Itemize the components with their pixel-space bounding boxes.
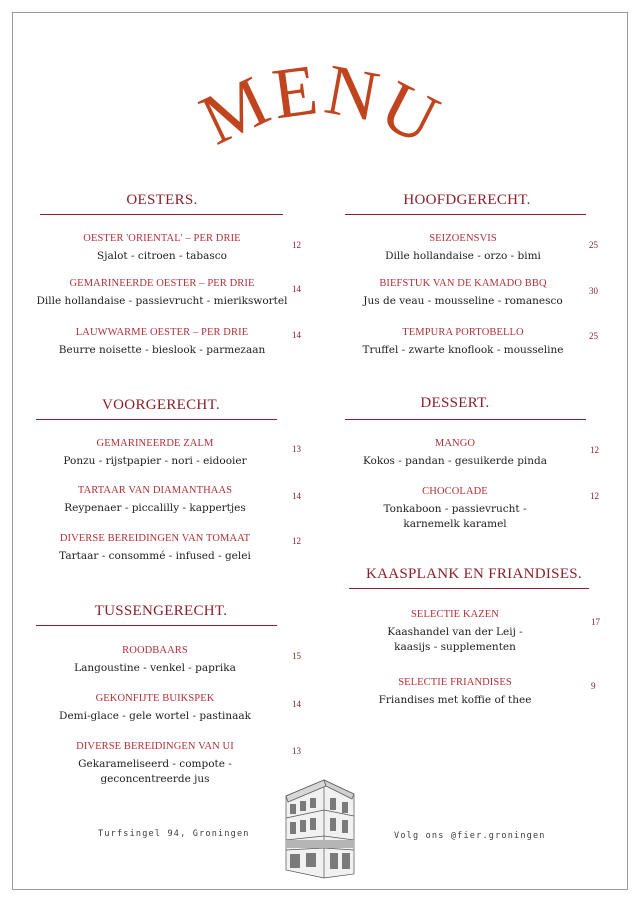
item-description: Tartaar - consommé - infused - gelei <box>59 550 251 562</box>
menu-item <box>20 644 290 676</box>
item-description: Kokos - pandan - gesuikerde pinda <box>362 455 548 467</box>
item-name: GEMARINEERDE ZALM <box>96 438 214 449</box>
item-description-line: Kaashandel van der Leij - <box>387 626 523 638</box>
item-price: 12 <box>590 445 599 455</box>
item-name: BIEFSTUK VAN DE KAMADO BBQ <box>379 278 547 289</box>
item-name: LAUWWARME OESTER – PER DRIE <box>75 327 249 338</box>
item-description: Beurre noisette - bieslook - parmezaan <box>58 344 266 356</box>
item-name: MANGO <box>434 438 476 449</box>
item-name: GEMARINEERDE OESTER – PER DRIE <box>69 278 255 289</box>
menu-title <box>0 40 640 180</box>
footer-address: Turfsingel 94, Groningen <box>98 829 250 839</box>
menu-item <box>27 326 297 358</box>
item-price: 12 <box>590 491 599 501</box>
building-illustration <box>280 778 360 880</box>
item-description <box>320 625 590 655</box>
item-description: Dille hollandaise - passievrucht - mierikswortel <box>36 295 288 307</box>
item-price: 12 <box>292 240 301 250</box>
section-title-oesters: OESTERS. <box>126 192 198 208</box>
menu-item <box>320 437 590 469</box>
menu-item <box>328 232 598 264</box>
item-price: 25 <box>589 240 598 250</box>
menu-item <box>20 532 290 564</box>
item-description: Ponzu - rijstpapier - nori - eidooier <box>63 455 247 467</box>
item-description-line: Gekarameliseerd - compote - <box>78 758 232 770</box>
menu-item <box>328 326 598 358</box>
section-divider <box>345 419 586 420</box>
section-divider <box>349 588 589 589</box>
item-price: 30 <box>589 286 598 296</box>
menu-item <box>320 608 590 655</box>
item-name: ROODBAARS <box>122 645 188 656</box>
menu-title-text: MENU <box>188 48 453 161</box>
item-price: 14 <box>292 330 301 340</box>
section-divider <box>40 214 283 215</box>
section-title-tussengerecht: TUSSENGERECHT. <box>94 603 228 619</box>
menu-item <box>20 437 290 469</box>
item-price: 13 <box>292 444 301 454</box>
item-name: OESTER 'ORIENTAL' – PER DRIE <box>83 233 241 244</box>
item-price: 14 <box>292 491 301 501</box>
item-description: Jus de veau - mousseline - romanesco <box>363 295 563 307</box>
section-title-kaasplank: KAASPLANK EN FRIANDISES. <box>366 566 582 582</box>
item-price: 14 <box>292 699 301 709</box>
item-name: TARTAAR VAN DIAMANTHAAS <box>77 485 233 496</box>
item-price: 15 <box>292 651 301 661</box>
menu-item <box>20 692 290 724</box>
menu-item <box>20 484 290 516</box>
item-description: Friandises met koffie of thee <box>378 694 532 706</box>
item-price: 12 <box>292 536 301 546</box>
item-description <box>320 502 590 532</box>
item-name: CHOCOLADE <box>422 486 488 497</box>
item-name: SEIZOENSVIS <box>429 233 497 244</box>
menu-item <box>328 277 598 309</box>
item-name: TEMPURA PORTOBELLO <box>402 327 524 338</box>
item-name: SELECTIE KAZEN <box>410 609 499 620</box>
footer-social: Volg ons @fier.groningen <box>394 831 546 841</box>
menu-item <box>320 676 590 708</box>
section-divider <box>345 214 586 215</box>
item-name: SELECTIE FRIANDISES <box>398 677 512 688</box>
section-title-voorgerecht: VOORGERECHT. <box>102 397 220 413</box>
item-description-line: Tonkaboon - passievrucht - <box>383 503 527 515</box>
item-description: Langoustine - venkel - paprika <box>74 662 236 674</box>
item-price: 9 <box>591 681 596 691</box>
item-price: 13 <box>292 746 301 756</box>
section-title-dessert: DESSERT. <box>420 395 490 411</box>
item-price: 25 <box>589 331 598 341</box>
item-price: 14 <box>292 284 301 294</box>
item-description-line: kaasijs - supplementen <box>394 641 516 653</box>
item-price: 17 <box>591 617 600 627</box>
section-divider <box>36 625 277 626</box>
menu-item <box>27 277 297 309</box>
svg-text:MENU <box>189 49 453 161</box>
item-description: Sjalot - citroen - tabasco <box>97 250 227 262</box>
menu-item <box>20 740 290 787</box>
item-description <box>20 757 290 787</box>
item-description-line: geconcentreerde jus <box>100 773 210 785</box>
item-description: Demi-glace - gele wortel - pastinaak <box>59 710 251 722</box>
item-name: GEKONFIJTE BUIKSPEK <box>95 693 215 704</box>
item-name: DIVERSE BEREIDINGEN VAN UI <box>76 741 234 752</box>
item-description-line: karnemelk karamel <box>403 518 507 530</box>
item-description: Reypenaer - piccalilly - kappertjes <box>64 502 246 514</box>
menu-item <box>27 232 297 264</box>
menu-item <box>320 485 590 532</box>
item-name: DIVERSE BEREIDINGEN VAN TOMAAT <box>59 533 251 544</box>
item-description: Truffel - zwarte knoflook - mousseline <box>362 344 564 356</box>
item-description: Dille hollandaise - orzo - bimi <box>385 250 541 262</box>
section-divider <box>36 419 277 420</box>
section-title-hoofdgerecht: HOOFDGERECHT. <box>403 192 531 208</box>
